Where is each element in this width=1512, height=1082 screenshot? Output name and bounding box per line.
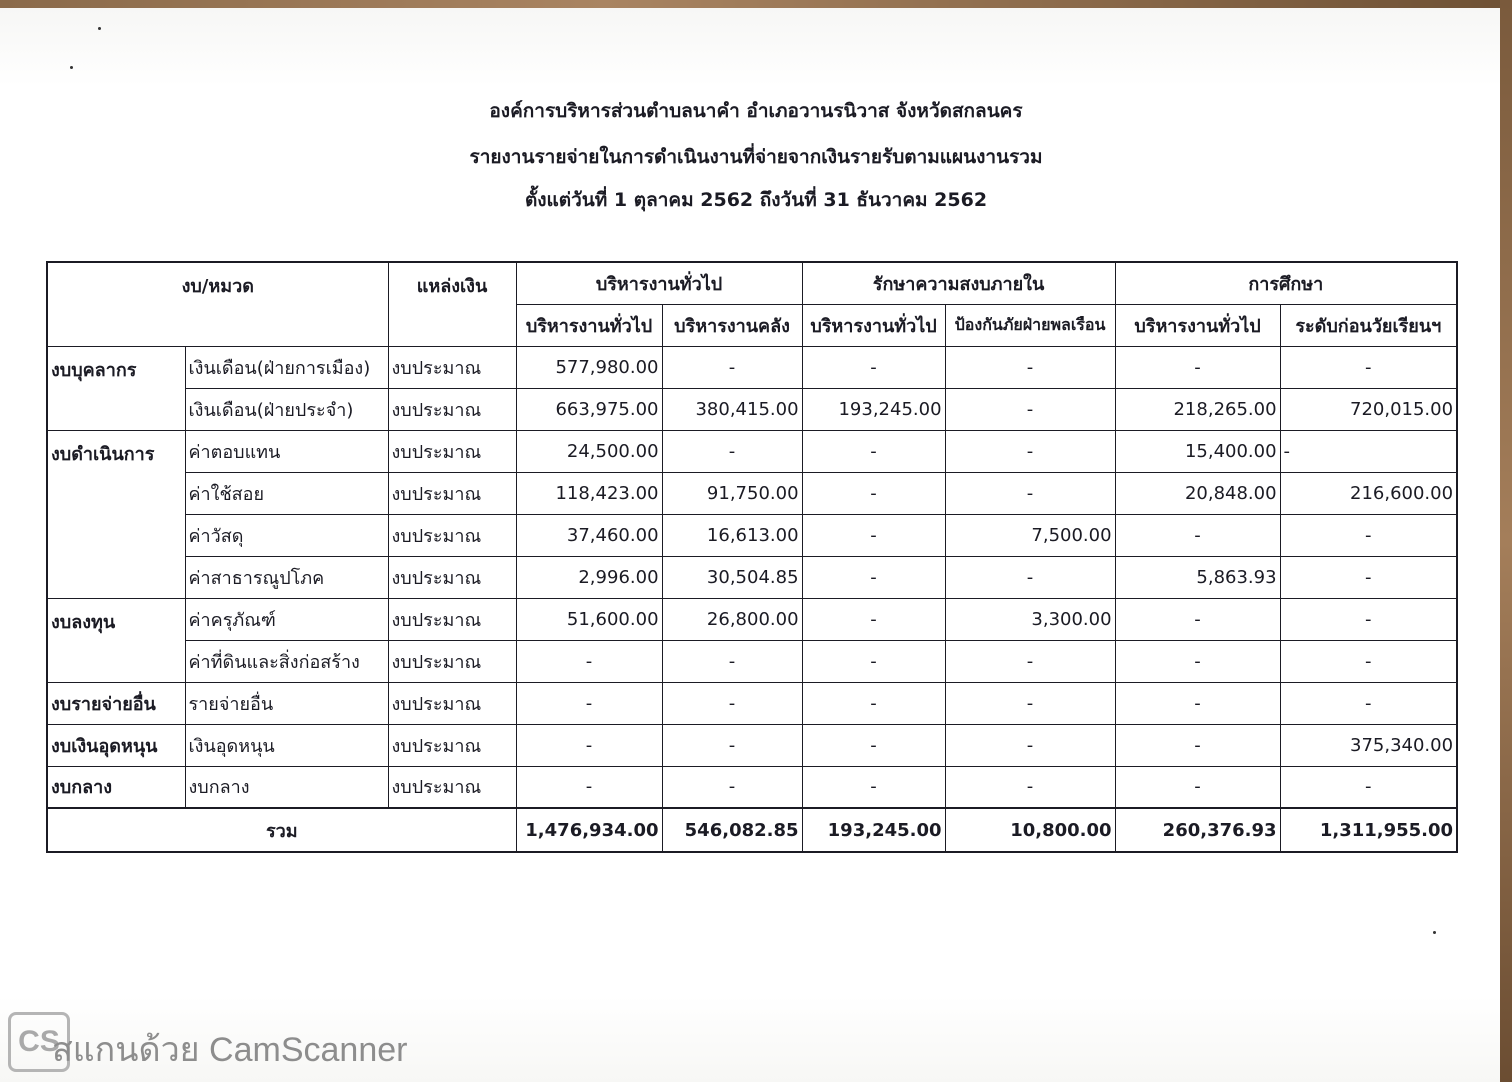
category-personnel: งบบุคลากร bbox=[47, 346, 185, 430]
value-cell: - bbox=[802, 640, 945, 682]
source-label: งบประมาณ bbox=[388, 430, 516, 472]
value-cell: 16,613.00 bbox=[662, 514, 802, 556]
value-cell: - bbox=[945, 724, 1115, 766]
source-label: งบประมาณ bbox=[388, 598, 516, 640]
value-cell: - bbox=[516, 682, 662, 724]
source-label: งบประมาณ bbox=[388, 766, 516, 808]
subheader-education-admin: บริหารงานทั่วไป bbox=[1115, 304, 1280, 346]
camscanner-watermark: สแกนด้วย CamScanner bbox=[52, 1031, 408, 1069]
total-cell: 1,311,955.00 bbox=[1280, 808, 1457, 852]
expense-table bbox=[46, 261, 1458, 853]
category-subsidy: งบเงินอุดหนุน bbox=[47, 724, 185, 766]
total-label: รวม bbox=[47, 808, 516, 852]
category-operations: งบดำเนินการ bbox=[47, 430, 185, 598]
item-label: ค่าตอบแทน bbox=[185, 430, 388, 472]
value-cell: - bbox=[1280, 514, 1457, 556]
total-cell: 546,082.85 bbox=[662, 808, 802, 852]
source-label: งบประมาณ bbox=[388, 346, 516, 388]
value-cell: 216,600.00 bbox=[1280, 472, 1457, 514]
value-cell: - bbox=[1115, 682, 1280, 724]
value-cell: - bbox=[662, 430, 802, 472]
item-label: เงินอุดหนุน bbox=[185, 724, 388, 766]
value-cell: - bbox=[802, 598, 945, 640]
value-cell: - bbox=[516, 724, 662, 766]
value-cell: - bbox=[1280, 640, 1457, 682]
total-cell: 193,245.00 bbox=[802, 808, 945, 852]
value-cell: 3,300.00 bbox=[945, 598, 1115, 640]
value-cell: - bbox=[802, 766, 945, 808]
header-source: แหล่งเงิน bbox=[388, 262, 516, 346]
item-label: รายจ่ายอื่น bbox=[185, 682, 388, 724]
value-cell: 663,975.00 bbox=[516, 388, 662, 430]
org-title: องค์การบริหารส่วนตำบลนาคำ อำเภอวานรนิวาส จังหวัดสกลนคร bbox=[489, 100, 1023, 122]
value-cell: 2,996.00 bbox=[516, 556, 662, 598]
value-cell: 193,245.00 bbox=[802, 388, 945, 430]
value-cell: - bbox=[802, 682, 945, 724]
value-cell: - bbox=[802, 472, 945, 514]
subheader-civil-defense: ป้องกันภัยฝ่ายพลเรือน bbox=[945, 304, 1115, 346]
value-cell: - bbox=[1115, 598, 1280, 640]
header-group-general-admin: บริหารงานทั่วไป bbox=[516, 262, 802, 304]
value-cell: 380,415.00 bbox=[662, 388, 802, 430]
value-cell: - bbox=[1280, 346, 1457, 388]
value-cell: - bbox=[1280, 430, 1457, 472]
value-cell: 5,863.93 bbox=[1115, 556, 1280, 598]
item-label: งบกลาง bbox=[185, 766, 388, 808]
item-label: ค่าที่ดินและสิ่งก่อสร้าง bbox=[185, 640, 388, 682]
value-cell: 375,340.00 bbox=[1280, 724, 1457, 766]
total-row bbox=[47, 808, 1457, 852]
subheader-finance-admin: บริหารงานคลัง bbox=[662, 304, 802, 346]
scan-speck bbox=[70, 66, 73, 69]
subheader-preschool: ระดับก่อนวัยเรียนฯ bbox=[1280, 304, 1457, 346]
item-label: เงินเดือน(ฝ่ายประจำ) bbox=[185, 388, 388, 430]
value-cell: 91,750.00 bbox=[662, 472, 802, 514]
value-cell: 577,980.00 bbox=[516, 346, 662, 388]
value-cell: - bbox=[802, 556, 945, 598]
total-cell: 1,476,934.00 bbox=[516, 808, 662, 852]
value-cell: - bbox=[1280, 598, 1457, 640]
source-label: งบประมาณ bbox=[388, 514, 516, 556]
value-cell: - bbox=[1115, 724, 1280, 766]
total-cell: 260,376.93 bbox=[1115, 808, 1280, 852]
value-cell: 7,500.00 bbox=[945, 514, 1115, 556]
value-cell: - bbox=[802, 724, 945, 766]
value-cell: - bbox=[1280, 682, 1457, 724]
category-central: งบกลาง bbox=[47, 766, 185, 808]
value-cell: 218,265.00 bbox=[1115, 388, 1280, 430]
source-label: งบประมาณ bbox=[388, 724, 516, 766]
item-label: ค่าวัสดุ bbox=[185, 514, 388, 556]
value-cell: 720,015.00 bbox=[1280, 388, 1457, 430]
item-label: ค่าครุภัณฑ์ bbox=[185, 598, 388, 640]
source-label: งบประมาณ bbox=[388, 388, 516, 430]
value-cell: - bbox=[802, 514, 945, 556]
value-cell: - bbox=[662, 766, 802, 808]
value-cell: 37,460.00 bbox=[516, 514, 662, 556]
value-cell: 51,600.00 bbox=[516, 598, 662, 640]
page-edge-top bbox=[0, 0, 1512, 8]
value-cell: - bbox=[662, 724, 802, 766]
value-cell: 15,400.00 bbox=[1115, 430, 1280, 472]
source-label: งบประมาณ bbox=[388, 682, 516, 724]
value-cell: - bbox=[945, 682, 1115, 724]
subheader-security-admin: บริหารงานทั่วไป bbox=[802, 304, 945, 346]
source-label: งบประมาณ bbox=[388, 640, 516, 682]
item-label: ค่าใช้สอย bbox=[185, 472, 388, 514]
subheader-general-admin: บริหารงานทั่วไป bbox=[516, 304, 662, 346]
total-cell: 10,800.00 bbox=[945, 808, 1115, 852]
header-group-education: การศึกษา bbox=[1115, 262, 1457, 304]
value-cell: - bbox=[945, 766, 1115, 808]
value-cell: - bbox=[662, 640, 802, 682]
value-cell: 26,800.00 bbox=[662, 598, 802, 640]
value-cell: - bbox=[802, 346, 945, 388]
value-cell: - bbox=[1115, 766, 1280, 808]
value-cell: - bbox=[516, 766, 662, 808]
value-cell: 24,500.00 bbox=[516, 430, 662, 472]
header-category: งบ/หมวด bbox=[47, 262, 388, 346]
scan-speck bbox=[98, 27, 101, 30]
value-cell: 20,848.00 bbox=[1115, 472, 1280, 514]
value-cell: - bbox=[662, 682, 802, 724]
value-cell: - bbox=[662, 346, 802, 388]
source-label: งบประมาณ bbox=[388, 472, 516, 514]
item-label: เงินเดือน(ฝ่ายการเมือง) bbox=[185, 346, 388, 388]
item-label: ค่าสาธารณูปโภค bbox=[185, 556, 388, 598]
source-label: งบประมาณ bbox=[388, 556, 516, 598]
value-cell: - bbox=[945, 472, 1115, 514]
category-other: งบรายจ่ายอื่น bbox=[47, 682, 185, 724]
value-cell: - bbox=[945, 556, 1115, 598]
value-cell: - bbox=[802, 430, 945, 472]
value-cell: 30,504.85 bbox=[662, 556, 802, 598]
scan-speck bbox=[1433, 931, 1436, 934]
report-title: รายงานรายจ่ายในการดำเนินงานที่จ่ายจากเงินรายรับตามแผนงานรวม bbox=[469, 146, 1043, 168]
value-cell: - bbox=[1115, 514, 1280, 556]
value-cell: - bbox=[945, 430, 1115, 472]
category-investment: งบลงทุน bbox=[47, 598, 185, 682]
value-cell: - bbox=[1280, 556, 1457, 598]
value-cell: 118,423.00 bbox=[516, 472, 662, 514]
value-cell: - bbox=[1280, 766, 1457, 808]
report-period: ตั้งแต่วันที่ 1 ตุลาคม 2562 ถึงวันที่ 31 ธันวาคม 2562 bbox=[524, 189, 988, 211]
camscanner-logo: CS bbox=[8, 1012, 70, 1072]
value-cell: - bbox=[1115, 640, 1280, 682]
value-cell: - bbox=[945, 388, 1115, 430]
value-cell: - bbox=[945, 640, 1115, 682]
value-cell: - bbox=[516, 640, 662, 682]
value-cell: - bbox=[1115, 346, 1280, 388]
header-group-internal-security: รักษาความสงบภายใน bbox=[802, 262, 1115, 304]
value-cell: - bbox=[945, 346, 1115, 388]
